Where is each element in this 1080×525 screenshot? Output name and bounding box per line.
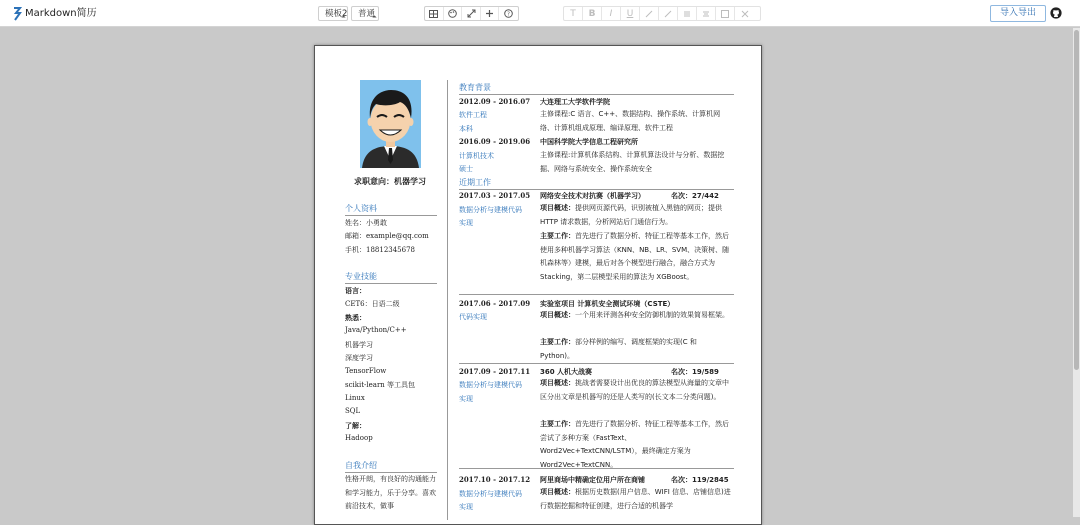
skills-lang-label: 语言： <box>345 286 366 295</box>
column-divider <box>447 80 448 520</box>
project-rank: 名次：119/2845 <box>671 476 729 484</box>
work-label: 主要工作： <box>540 420 575 428</box>
personal-email: 邮箱：example@qq.com <box>345 232 429 240</box>
edu-courses: 主修课程:计算机体系结构、计算机算法设计与分析、数据挖掘、网络与系统安全、操作系统安全 <box>540 151 725 173</box>
overview-text: 提供网页源代码，识别被植入黑链的网页；提供 HTTP 请求数据，分析网站后门通信行为。 <box>540 204 722 226</box>
project-date: 2017.09 - 2017.11 <box>459 367 531 376</box>
job-target: 求职意向：机器学习 <box>354 177 426 186</box>
edu-courses: 主修课程:C 语言、C++、数据结构、操作系统、计算机网络、计算机组成原理、编译原理、软件工程 <box>540 110 721 132</box>
skills-know-label: 了解： <box>345 421 366 430</box>
project-role: 代码实现 <box>459 313 487 321</box>
overview-text: 根据历史数据(用户信息、WIFI 信息、店铺信息)进行数据挖掘和特征创建，进行合适的机器学 <box>540 488 731 510</box>
edu-school: 大连理工大学软件学院 <box>540 98 610 106</box>
plus-icon[interactable] <box>481 7 500 20</box>
project-overview <box>540 202 732 229</box>
project-title: 网络安全技术对抗赛（机器学习） <box>540 192 645 200</box>
bold-icon[interactable]: B <box>583 7 602 20</box>
skill-item: scikit-learn 等工具包 <box>345 381 416 389</box>
overview-label: 项目概述： <box>540 379 575 387</box>
project-role: 数据分析与建模代码 <box>459 206 522 214</box>
edu-degree: 硕士 <box>459 165 473 173</box>
project-role: 数据分析与建模代码 <box>459 490 522 498</box>
project-work <box>540 418 732 472</box>
link-icon[interactable] <box>659 7 678 20</box>
skills-lang: CET6：日语二级 <box>345 300 400 308</box>
edu-date: 2016.09 - 2019.06 <box>459 137 531 146</box>
projects-heading: 近期工作 <box>459 177 734 190</box>
edu-major: 计算机技术 <box>459 152 494 160</box>
skill-item: Linux <box>345 394 365 402</box>
skill-item: 深度学习 <box>345 354 373 362</box>
skill-item: Hadoop <box>345 434 373 442</box>
template-select-value: 模板2 <box>325 9 348 19</box>
work-text: 首先进行了数据分析、特征工程等基本工作，然后尝试了多种方案（FastText、Word2Vec+TextCNN/LSTM），最终确定方案为 Word2Vec+TextCNN。 <box>540 420 729 469</box>
svg-text:?: ? <box>507 11 511 18</box>
github-icon[interactable] <box>1050 7 1062 19</box>
app-title: Markdown简历 <box>25 8 97 19</box>
project-overview <box>540 309 732 323</box>
image-icon[interactable] <box>716 7 735 20</box>
import-export-button[interactable]: 导入导出 <box>990 5 1046 22</box>
overview-text: 一个用来评测各种安全防御机制的效果简易框架。 <box>575 311 729 319</box>
help-icon[interactable] <box>499 7 518 20</box>
project-title: 阿里商场中精确定位用户所在商铺 <box>540 476 645 484</box>
intro-text: 性格开朗，有良好的沟通能力和学习能力，乐于分享。喜欢前沿技术，做事 <box>345 475 436 510</box>
project-overview <box>540 377 732 404</box>
project-date: 2017.03 - 2017.05 <box>459 191 531 200</box>
text-icon[interactable]: T <box>564 7 583 20</box>
mode-select[interactable] <box>351 6 379 21</box>
italic-icon[interactable]: I <box>602 7 621 20</box>
project-title: 360 人机大战赛 <box>540 368 593 376</box>
template-select[interactable] <box>318 6 348 21</box>
project-separator <box>459 363 734 364</box>
skills-heading: 专业技能 <box>345 271 437 284</box>
skill-item: Java/Python/C++ <box>345 326 407 334</box>
personal-phone: 手机：18812345678 <box>345 246 415 254</box>
work-text: 首先进行了数据分析、特征工程等基本工作，然后使用多种机器学习算法（KNN、NB、LR、SVM、决策树、随机森林等）建模，最后对各个模型进行融合，融合方式为 Stacking，第二层模型采用的算法为 XGBoost。 <box>540 232 730 281</box>
project-separator <box>459 294 734 295</box>
app-logo[interactable] <box>13 6 97 22</box>
edu-major: 软件工程 <box>459 111 487 119</box>
project-title: 实验室项目 计算机安全测试环境（CSTE） <box>540 300 675 308</box>
project-work <box>540 336 732 363</box>
brush-icon[interactable] <box>640 7 659 20</box>
resume-page <box>314 45 762 525</box>
skill-item: SQL <box>345 407 361 415</box>
skills-proficient-label: 熟悉： <box>345 313 366 322</box>
edu-degree: 本科 <box>459 125 473 133</box>
palette-icon[interactable] <box>444 7 463 20</box>
markdown-logo-icon <box>13 7 22 21</box>
overview-label: 项目概述： <box>540 488 575 496</box>
underline-icon[interactable]: U <box>621 7 640 20</box>
project-role: 实现 <box>459 219 473 227</box>
overview-label: 项目概述： <box>540 311 575 319</box>
top-toolbar <box>0 0 1080 27</box>
personal-heading: 个人资料 <box>345 203 437 216</box>
education-heading: 教育背景 <box>459 82 734 95</box>
avatar <box>360 80 421 168</box>
format-tools-group <box>563 6 761 21</box>
project-separator <box>459 468 734 469</box>
expand-icon[interactable] <box>462 7 481 20</box>
project-role: 实现 <box>459 395 473 403</box>
dropdown-corner-icon <box>372 15 376 19</box>
layout-icon[interactable] <box>425 7 444 20</box>
scrollbar-thumb[interactable] <box>1074 30 1079 370</box>
project-rank: 名次：19/589 <box>671 368 719 376</box>
align-icon[interactable] <box>697 7 716 20</box>
intro-heading: 自我介绍 <box>345 460 437 473</box>
edu-school: 中国科学院大学信息工程研究所 <box>540 138 638 146</box>
project-overview <box>540 486 732 513</box>
project-role: 数据分析与建模代码 <box>459 381 522 389</box>
list-icon[interactable] <box>678 7 697 20</box>
close-icon[interactable] <box>735 7 754 20</box>
project-role: 实现 <box>459 503 473 511</box>
project-work <box>540 230 732 284</box>
view-tools-group <box>424 6 519 21</box>
work-label: 主要工作： <box>540 338 575 346</box>
project-date: 2017.06 - 2017.09 <box>459 299 531 308</box>
mode-select-value: 普通 <box>358 9 376 19</box>
overview-label: 项目概述： <box>540 204 575 212</box>
personal-name: 姓名：小勇敢 <box>345 219 387 227</box>
project-date: 2017.10 - 2017.12 <box>459 475 531 484</box>
skill-item: TensorFlow <box>345 367 387 375</box>
work-text: 部分样例的编写、调度框架的实现(C 和 Python)。 <box>540 338 697 360</box>
work-label: 主要工作： <box>540 232 575 240</box>
overview-text: 挑战者需要设计出优良的算法模型从海量的文章中区分出文章是机器写的还是人类写的(长文本二分类问题)。 <box>540 379 729 401</box>
skill-item: 机器学习 <box>345 341 373 349</box>
project-rank: 名次：27/442 <box>671 192 719 200</box>
edu-date: 2012.09 - 2016.07 <box>459 97 531 106</box>
